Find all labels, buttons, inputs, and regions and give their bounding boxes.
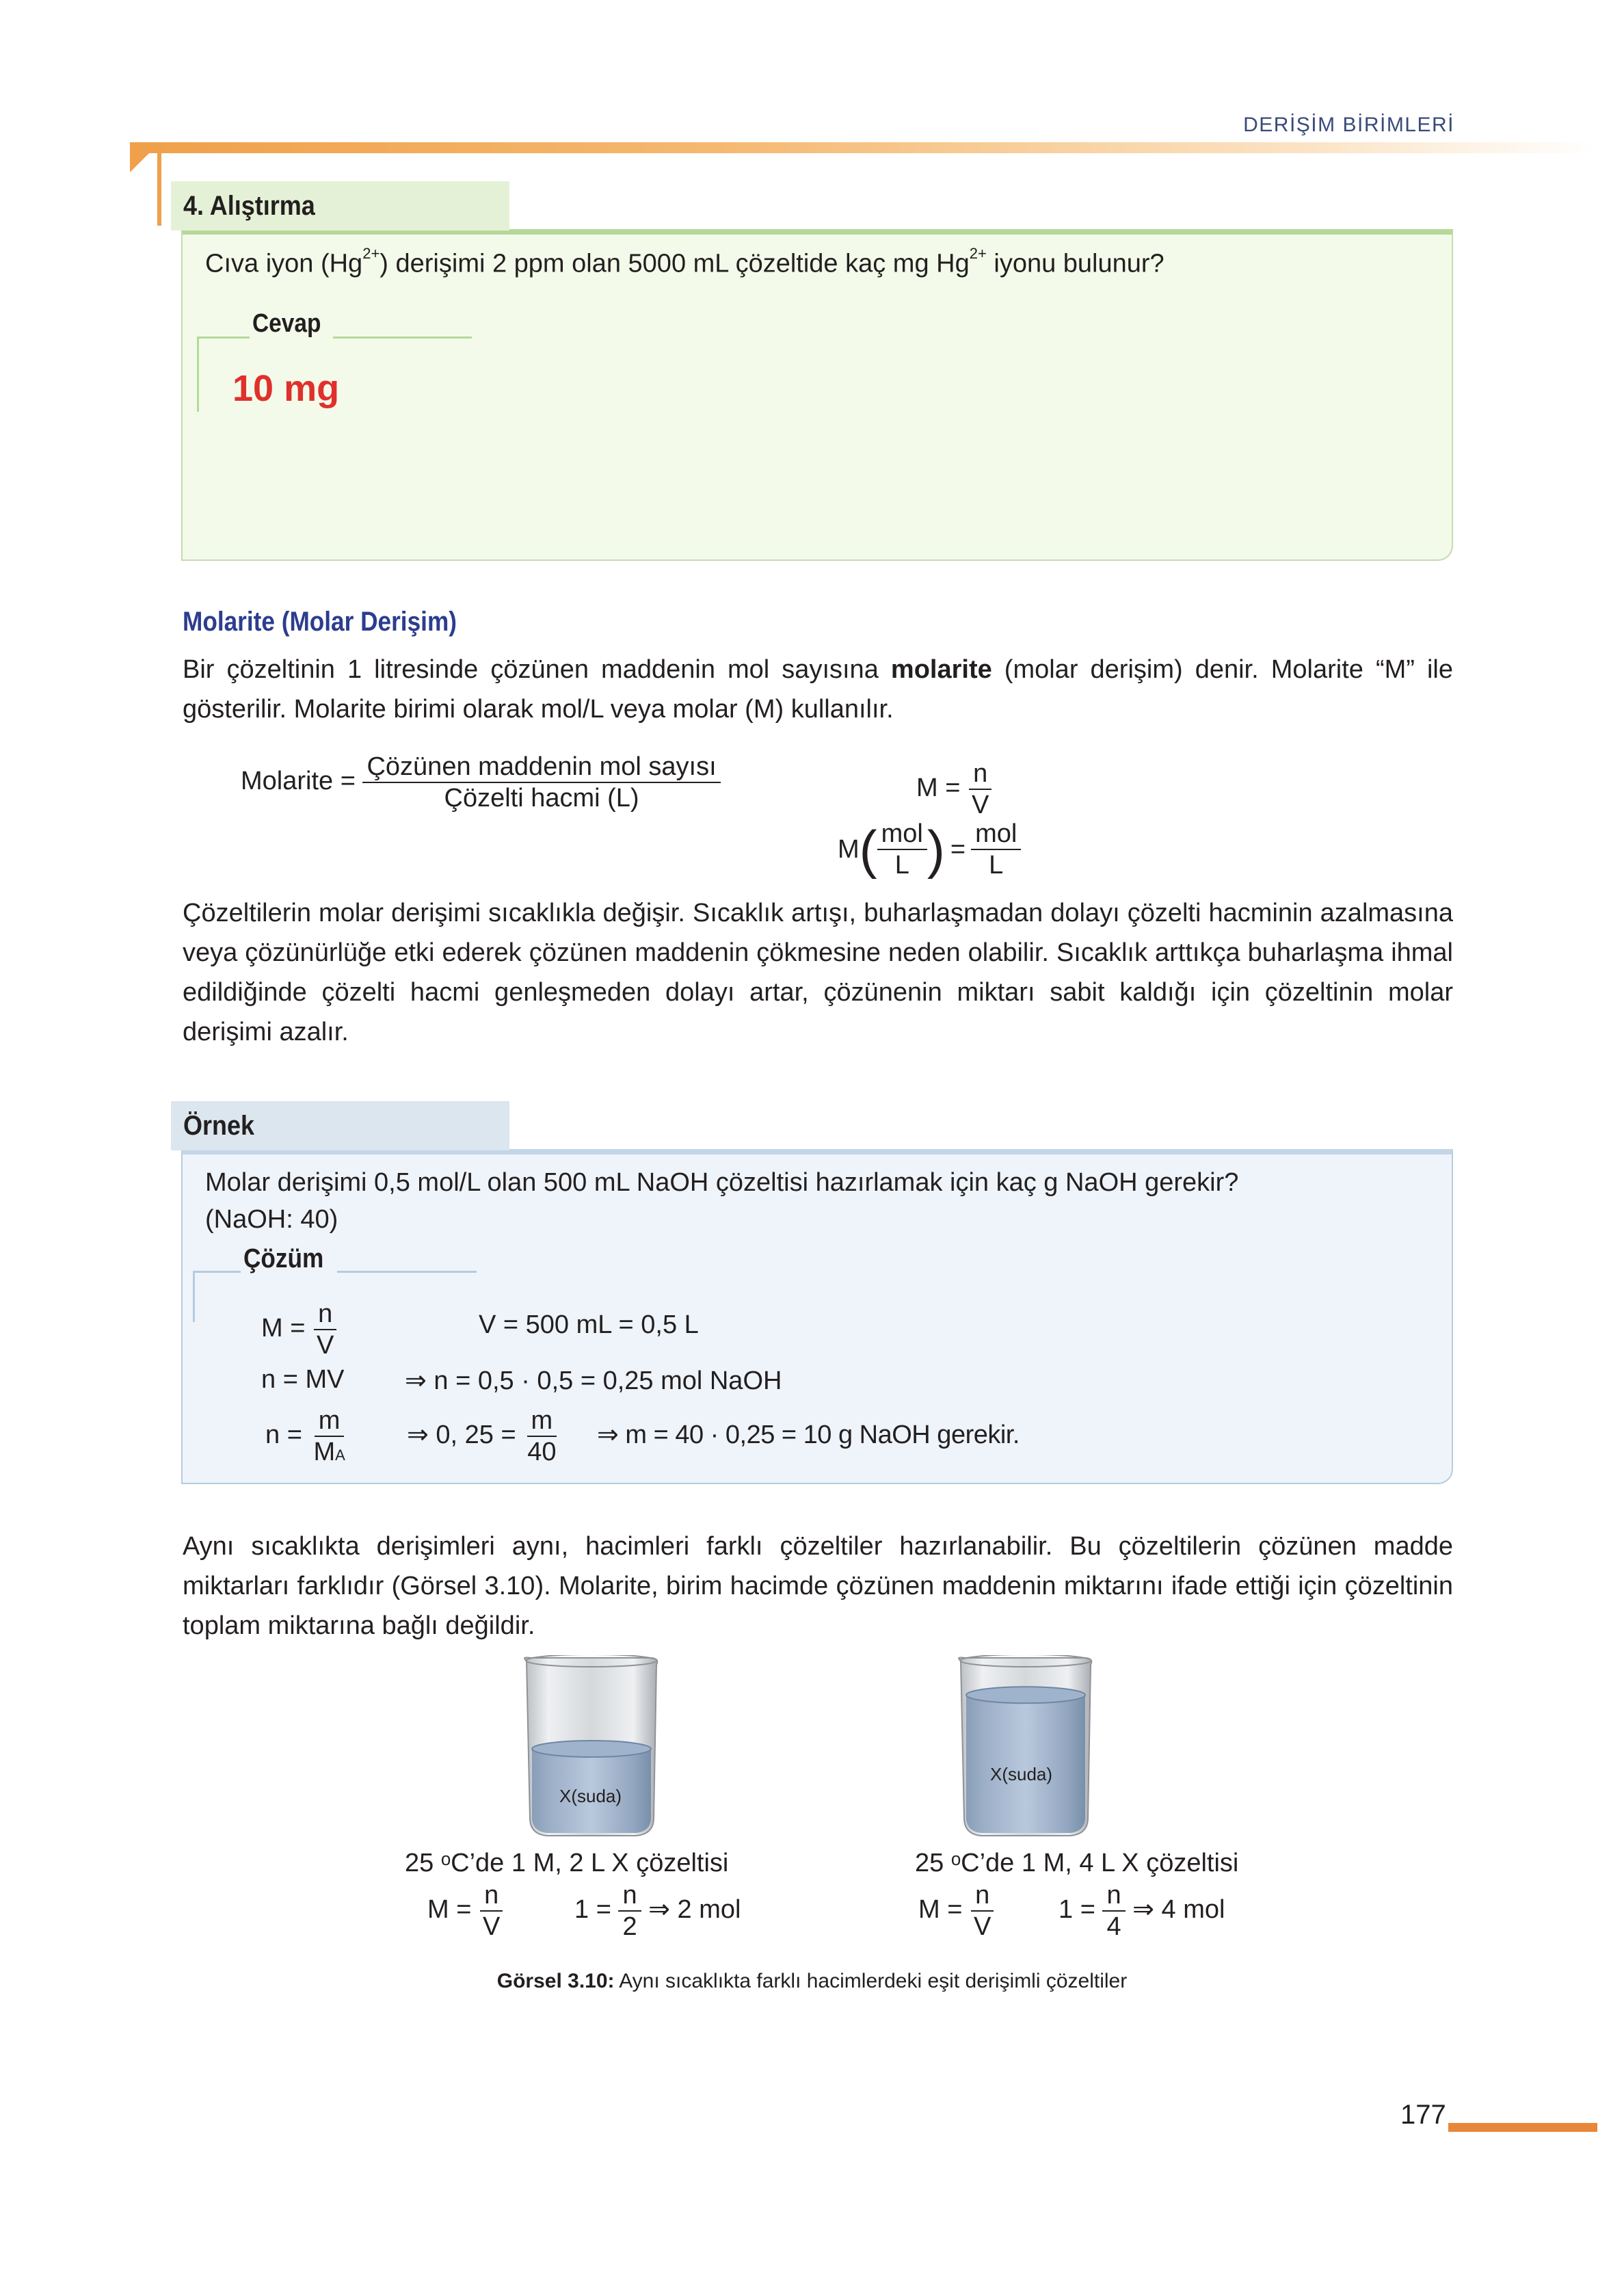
solution-line-2: n = MV: [261, 1365, 345, 1394]
solution-result: ⇒ m = 40 · 0,25 = 10 g NaOH gerekir.: [597, 1421, 1020, 1449]
volume-paragraph: Aynı sıcaklıkta derişimleri aynı, hacimleri farklı çözeltiler hazırlanabilir. Bu çözeltilerin çözünen madde miktarları farklıdır (Görsel 3.10). Molarite, birim hacimde çözünen maddenin miktarını ifade ettiği için çözeltinin toplam miktarına bağlı değildir.: [183, 1532, 1453, 1640]
beaker-2: [954, 1655, 1097, 1840]
section-title: Molarite (Molar Derişim): [183, 607, 457, 637]
solution-moles: ⇒ n = 0,5 · 0,5 = 0,25 mol NaOH: [405, 1367, 782, 1395]
beaker-2-description: 25 ᵒC’de 1 M, 4 L X çözeltisi: [915, 1849, 1239, 1877]
solution-line-1: M = $\frac{n}{V}$: [261, 1301, 338, 1358]
page-number: 177: [1400, 2100, 1446, 2130]
header-hook: [157, 144, 161, 226]
beaker-1: [520, 1655, 663, 1840]
beaker-1-formula: M = $\frac{n}{V}$: [427, 1882, 504, 1940]
solution-mass-step: ⇒ 0, 25 = $\frac{m}{40}$: [407, 1406, 557, 1466]
temperature-paragraph: Çözeltilerin molar derişimi sıcaklıkla değişir. Sıcaklık artışı, buharlaşmadan dolayı çözelti hacminin azalmasına veya çözünürlüğe etki ederek çözünen maddenin çökmesine neden olabilir. Sıcaklık arttıkça buharlaşma ihmal edildiğinde çözelti hacmi genleşmeden dolayı artar, çözünenin miktarı sabit kaldığı için çözeltinin molar derişimi azalır.: [183, 899, 1453, 1046]
answer-value: 10 mg: [232, 368, 340, 409]
solution-rule-vertical: [193, 1271, 195, 1322]
molarity-formula-short: M = $\frac{n}{V}$: [916, 761, 993, 818]
beaker-2-surface: [966, 1687, 1085, 1703]
solution-line-3: n = $\frac{m}{MA}$: [265, 1406, 345, 1466]
solution-volume: V = 500 mL = 0,5 L: [479, 1310, 699, 1339]
running-header: DERİŞİM BİRİMLERİ: [1243, 114, 1454, 136]
exercise-tab: 4. Alıştırma: [171, 181, 509, 230]
answer-rule-vertical: [197, 336, 199, 412]
beaker-1-label: X(suda): [559, 1786, 622, 1806]
page-number-bar: [1448, 2123, 1597, 2132]
beaker-1-moles: 1 = $\frac{n}{2}$ ⇒ 2 mol: [574, 1881, 741, 1941]
header-rule: [130, 142, 1597, 153]
beaker-1-surface: [532, 1741, 651, 1757]
example-question: Molar derişimi 0,5 mol/L olan 500 mL NaOH çözeltisi hazırlamak için kaç g NaOH gerekir?: [205, 1168, 1239, 1197]
answer-label: Cevap: [250, 309, 333, 339]
figure-caption: Görsel 3.10: Aynı sıcaklıkta farklı hacimlerdeki eşit derişimli çözeltiler: [496, 1970, 1128, 1992]
example-tab: Örnek: [171, 1101, 509, 1150]
beaker-1-description: 25 ᵒC’de 1 M, 2 L X çözeltisi: [405, 1849, 729, 1877]
solution-label: Çözüm: [241, 1243, 337, 1274]
header-notch: [130, 144, 159, 172]
answer-rule: [197, 336, 472, 339]
molarity-unit-formula: M ( $\frac{\text{mol}}{L}$ ) = $\frac{\text{mol}}{L}$: [838, 821, 1021, 878]
beaker-2-label: X(suda): [990, 1764, 1053, 1784]
beaker-2-moles: 1 = $\frac{n}{4}$ ⇒ 4 mol: [1059, 1881, 1225, 1941]
beaker-2-formula: M = $\frac{n}{V}$: [918, 1882, 995, 1940]
molarity-intro: Bir çözeltinin 1 litresinde çözünen maddenin mol sayısına molarite (molar derişim) denir. Molarite “M” ile gösterilir. Molarite birimi olarak mol/L veya molar (M) kullanılır.: [183, 655, 1453, 724]
molarity-formula: Molarite = $\frac{\text{Çözünen maddenin mol sayısı}}{\text{Çözelti hacmi (L)}}$: [241, 754, 721, 811]
exercise-question: Cıva iyon $(Hg^{2+})$ derişimi 2 ppm olan 5000 mL çözeltide kaç mg $Hg^{2+}$ iyonu bulunur?: [205, 245, 1164, 278]
example-question-data: (NaOH: 40): [205, 1205, 338, 1234]
exercise-box: [181, 229, 1453, 561]
